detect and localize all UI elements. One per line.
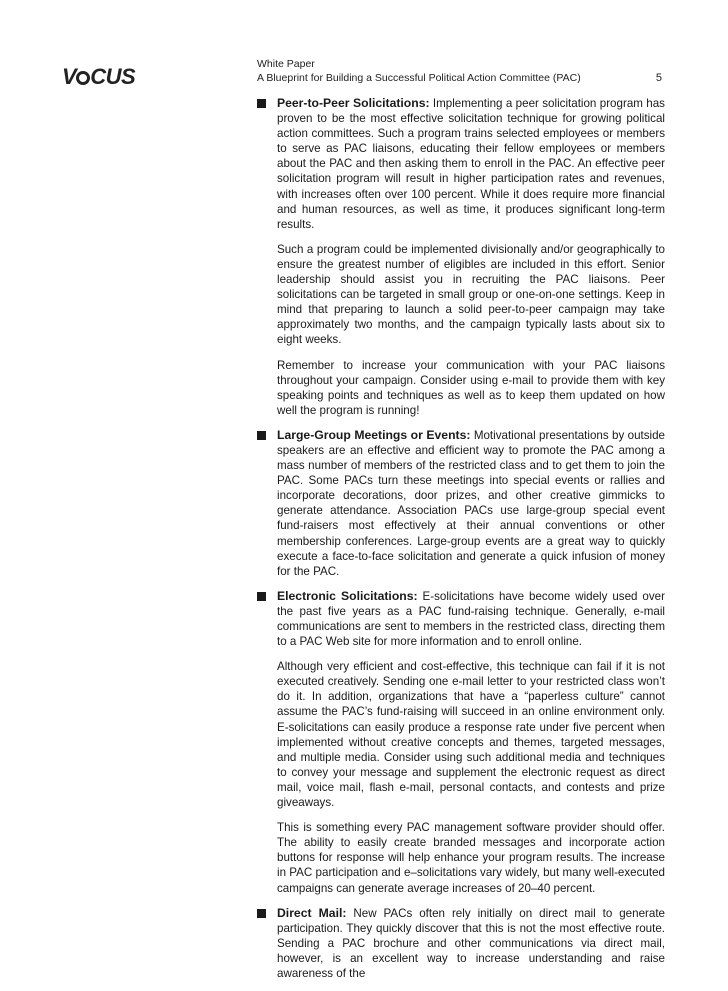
paragraph: Remember to increase your communication with your PAC liaisons throughout your campaign. Consider using e-mail to provide them with key speaking points and techniques as well as to keep them updated on how well the program is running! bbox=[277, 358, 665, 417]
body-content bbox=[257, 96, 665, 991]
square-bullet-icon bbox=[257, 592, 266, 601]
item-lead: Electronic Solicitations: bbox=[277, 588, 418, 603]
paragraph: Electronic Solicitations: E-solicitations have become widely used over the past five years as a PAC fund-raising technique. Generally, e-mail communications are sent to members in the restricted class, directing them to a PAC Web site for more information and to enroll online. bbox=[277, 588, 665, 649]
bullet-item-peer-to-peer bbox=[257, 96, 665, 418]
doc-type: White Paper bbox=[257, 58, 315, 70]
square-bullet-icon bbox=[257, 909, 266, 918]
paragraph: Peer-to-Peer Solicitations: Implementing a peer solicitation program has proven to be the most effective solicitation technique for growing political action committees. Such a program trains selected employees or members to serve as PAC liaisons, educating their fellow employees or members about the PAC and then asking them to enroll in the PAC. An effective peer solicitation program will result in higher participation rates and revenues, with increases often over 100 percent. While it does require more financial and human resources, as well as time, it produces significant long-term results. bbox=[277, 96, 665, 231]
page-header bbox=[257, 57, 662, 85]
bullet-item-large-group bbox=[257, 428, 665, 579]
paragraph: Although very efficient and cost-effective, this technique can fail if it is not executed creatively. Sending one e-mail letter to your restricted class won’t do it. In addition, organizations that have a “paperless culture” cannot assume the PAC’s fund-raising will succeed in an online environment only. E-solicitations can easily produce a response rate under five percent when implemented without creative concepts and themes, targeted messages, and multiple media. Consider using such additional media and techniques to convey your message and supplement the electronic request as direct mail, voice mail, flash e-mail, personal contacts, and contests and prize giveaways. bbox=[277, 660, 665, 810]
item-lead: Direct Mail: bbox=[277, 905, 347, 920]
bullet-item-electronic bbox=[257, 589, 665, 896]
doc-title: A Blueprint for Building a Successful Political Action Committee (PAC) bbox=[257, 72, 581, 84]
square-bullet-icon bbox=[257, 431, 266, 440]
vocus-logo: V CUS bbox=[62, 64, 136, 89]
paragraph: Such a program could be implemented divisionally and/or geographically to ensure the greatest number of eligibles are included in this effort. Senior leadership should assist you in recruiting the PAC liaisons. Peer solicitations can be targeted in small group or one-on-one settings. Keep in mind that preparing to launch a solid peer-to-peer campaign may take approximately two months, and the campaign typically lasts about six to eight weeks. bbox=[277, 242, 665, 347]
paragraph: Direct Mail: New PACs often rely initially on direct mail to generate participation. They quickly discover that this is not the most effective route. Sending a PAC brochure and other communications via direct mail, however, is an excellent way to increase understanding and raise awareness of the bbox=[277, 905, 665, 980]
paragraph: This is something every PAC management software provider should offer. The ability to easily create branded messages and incorporate action buttons for response will help enhance your program results. The increase in PAC participation and e–solicitations vary widely, but many well-executed campaigns can generate average increases of 20–40 percent. bbox=[277, 821, 665, 895]
item-lead: Large-Group Meetings or Events: bbox=[277, 427, 471, 442]
item-lead: Peer-to-Peer Solicitations: bbox=[277, 96, 430, 110]
bullet-item-direct-mail bbox=[257, 906, 665, 981]
logo-o-ring-icon bbox=[76, 71, 90, 85]
paragraph: Large-Group Meetings or Events: Motivational presentations by outside speakers are an effective and efficient way to promote the PAC among a mass number of members of the restricted class and to get them to join the PAC. Some PACs turn these meetings into special events or rallies and incorporate decorations, door prizes, and other creative gimmicks to generate attendance. Association PACs use large-group special event fund-raisers most effectively at their annual conventions or other membership conferences. Large-group events are a great way to quickly execute a face-to-face solicitation and generate a quick infusion of money for the PAC. bbox=[277, 427, 666, 578]
page-number: 5 bbox=[655, 72, 662, 84]
square-bullet-icon bbox=[257, 99, 266, 108]
